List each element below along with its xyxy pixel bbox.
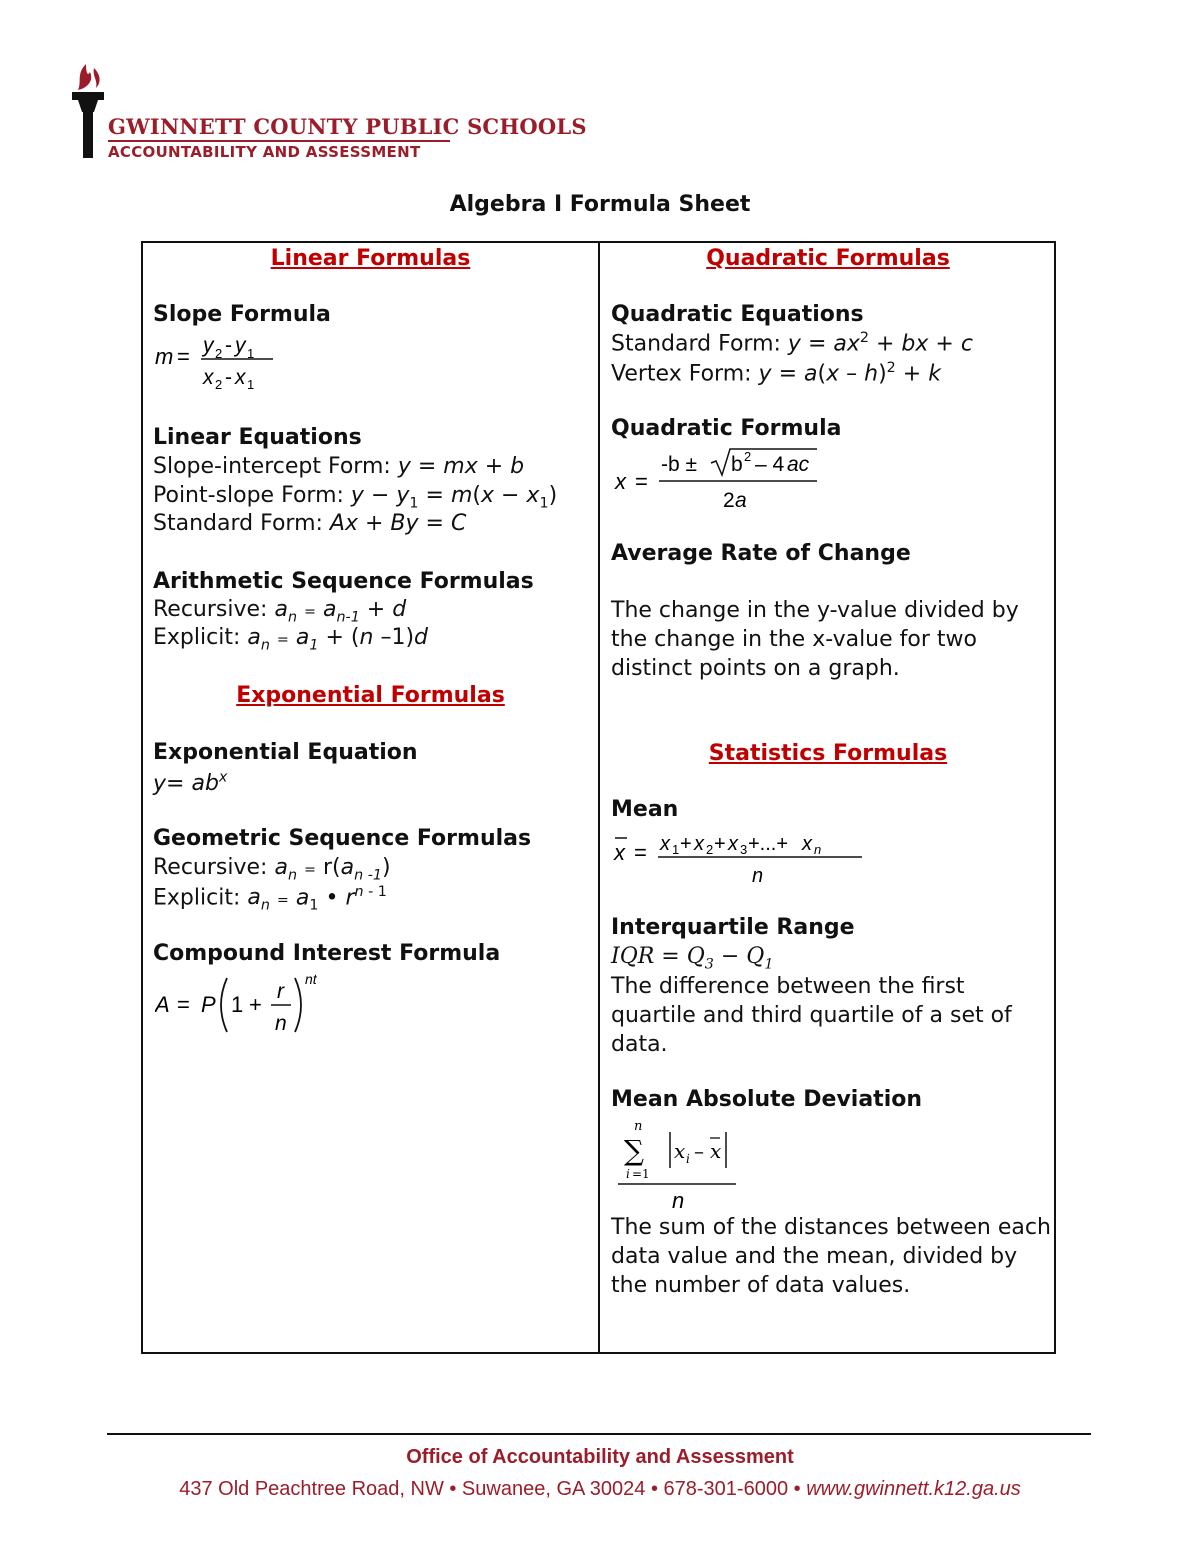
svg-text:x: x xyxy=(615,469,626,494)
quadratic-formula-title: Quadratic Formula xyxy=(611,416,842,441)
svg-text:=: = xyxy=(635,469,648,494)
svg-text:a: a xyxy=(735,489,747,512)
arithmetic-recursive: Recursive: $a_n = a_{n-1} + d$ xyxy=(153,597,407,626)
recursive-label: Recursive: xyxy=(153,597,268,622)
rate-of-change-desc: The change in the y-value divided by the change in the x-value for two distinct points on a graph. xyxy=(611,598,1019,681)
linear-equations-title: Linear Equations xyxy=(153,425,362,450)
footer-address-line xyxy=(0,1478,1200,1501)
quadratic-standard-label: Standard Form: xyxy=(611,331,781,357)
linear-heading: Linear Formulas xyxy=(270,246,471,271)
svg-text:+: + xyxy=(680,833,692,855)
quadratic-standard-line: Standard Form: $y = ax^2$ + bx + c xyxy=(611,330,973,357)
org-department: ACCOUNTABILITY AND ASSESSMENT xyxy=(108,143,421,161)
svg-text:x: x xyxy=(614,840,625,865)
quadratic-heading: Quadratic Formulas xyxy=(706,246,950,271)
svg-text:b: b xyxy=(731,453,743,476)
column-divider xyxy=(598,241,600,1354)
svg-text:n: n xyxy=(814,842,822,857)
slope-formula xyxy=(155,332,295,400)
svg-text:x: x xyxy=(694,833,704,855)
compound-interest-title: Compound Interest Formula xyxy=(153,941,501,966)
svg-text:2: 2 xyxy=(706,842,714,857)
svg-text:x: x xyxy=(728,833,738,855)
svg-text:=: = xyxy=(177,992,190,1017)
svg-text:n: n xyxy=(634,1119,643,1134)
svg-text:A: A xyxy=(155,992,170,1017)
mad-title: Mean Absolute Deviation xyxy=(611,1087,923,1112)
page-title: Algebra I Formula Sheet xyxy=(449,192,751,217)
quadratic-formula xyxy=(613,445,833,523)
svg-text:r: r xyxy=(277,980,284,1003)
rate-of-change-title: Average Rate of Change xyxy=(611,541,911,566)
svg-text:=: = xyxy=(177,344,190,369)
geometric-explicit: Explicit: $a_n = a_1$ • $r^{n - 1}$ xyxy=(153,884,387,914)
iqr-title: Interquartile Range xyxy=(611,915,855,940)
svg-text:nt: nt xyxy=(305,971,317,987)
svg-text:ac: ac xyxy=(787,453,810,476)
svg-text:2: 2 xyxy=(723,489,735,512)
svg-text:∑: ∑ xyxy=(624,1134,644,1167)
standard-form-line: Standard Form: Ax + By = C xyxy=(153,511,467,536)
svg-text:2: 2 xyxy=(744,449,752,464)
compound-interest-formula xyxy=(155,968,335,1046)
footer-office: Office of Accountability and Assessment xyxy=(406,1446,794,1468)
svg-text:=1: =1 xyxy=(632,1167,650,1181)
arithmetic-title: Arithmetic Sequence Formulas xyxy=(153,569,534,594)
svg-text:+: + xyxy=(714,833,726,855)
svg-text:1: 1 xyxy=(672,842,680,857)
statistics-heading: Statistics Formulas xyxy=(708,741,948,766)
slope-title: Slope Formula xyxy=(153,302,331,327)
svg-text:m: m xyxy=(155,344,174,369)
svg-text:1: 1 xyxy=(231,992,244,1017)
svg-text:x: x xyxy=(235,366,246,389)
geometric-recursive: Recursive: $a_n = r(a_{n -1})$ xyxy=(153,855,391,884)
quadratic-equations-title: Quadratic Equations xyxy=(611,302,864,327)
svg-text:y: y xyxy=(235,334,246,357)
svg-text:2: 2 xyxy=(215,377,223,392)
exponential-equation-title: Exponential Equation xyxy=(153,740,418,765)
footer-website-link[interactable]: www.gwinnett.k12.ga.us xyxy=(806,1478,1021,1500)
svg-text:-: - xyxy=(225,334,232,357)
svg-text:1: 1 xyxy=(247,346,255,361)
svg-text:1: 1 xyxy=(247,377,255,392)
mean-formula xyxy=(612,826,872,894)
vertex-form-label: Vertex Form: xyxy=(611,361,752,387)
svg-text:n: n xyxy=(672,1188,685,1212)
geo-explicit-label: Explicit: xyxy=(153,885,241,911)
svg-text:y: y xyxy=(203,334,214,357)
point-slope-line: Point-slope Form: $y - y_1 = m(x - x_1)$ xyxy=(153,483,558,512)
geo-recursive-label: Recursive: xyxy=(153,855,268,880)
svg-text:i: i xyxy=(686,1152,690,1166)
slope-intercept-line: Slope-intercept Form: y = mx + b xyxy=(153,454,525,479)
point-slope-label: Point-slope Form: xyxy=(153,483,344,508)
mean-title: Mean xyxy=(611,797,679,822)
svg-text:x: x xyxy=(674,1139,686,1163)
svg-text:i: i xyxy=(626,1167,630,1181)
vertex-form-line: Vertex Form: y = a(x – h)$^2$ + k xyxy=(611,360,941,387)
svg-text:x: x xyxy=(710,1139,722,1163)
iqr-formula: IQR = $Q_3 - Q_1$ xyxy=(611,944,774,973)
iqr-desc: The difference between the first quartile and third quartile of a set of data. xyxy=(611,974,1012,1057)
svg-text:2: 2 xyxy=(215,346,223,361)
svg-text:-b ±: -b ± xyxy=(661,453,698,476)
logo-divider xyxy=(108,140,450,142)
svg-text:3: 3 xyxy=(740,842,748,857)
footer-address: 437 Old Peachtree Road, NW • Suwanee, GA 30024 • 678-301-6000 • xyxy=(179,1478,801,1500)
svg-text:+: + xyxy=(249,992,262,1017)
svg-text:– 4: – 4 xyxy=(755,453,785,476)
svg-text:–: – xyxy=(694,1139,704,1163)
svg-text:-: - xyxy=(225,366,232,389)
explicit-label: Explicit: xyxy=(153,625,241,650)
exponential-heading: Exponential Formulas xyxy=(236,683,505,708)
org-name: GWINNETT COUNTY PUBLIC SCHOOLS xyxy=(108,114,587,139)
geometric-title: Geometric Sequence Formulas xyxy=(153,826,532,851)
svg-text:x: x xyxy=(802,833,812,855)
svg-text:n: n xyxy=(275,1012,287,1035)
mad-desc: The sum of the distances between each data value and the mean, divided by the number of data values. xyxy=(611,1215,1051,1298)
exponential-equation: $y= ab^x$ xyxy=(153,770,228,797)
standard-form-label: Standard Form: xyxy=(153,511,323,536)
svg-text:P: P xyxy=(201,992,216,1017)
svg-text:x: x xyxy=(660,833,670,855)
svg-text:+...+: +...+ xyxy=(748,833,789,855)
svg-text:n: n xyxy=(752,865,764,887)
arithmetic-explicit: Explicit: $a_n = a_1 + (n$ –1)d xyxy=(153,625,428,654)
footer-divider xyxy=(107,1433,1091,1435)
svg-text:=: = xyxy=(634,840,647,865)
svg-text:x: x xyxy=(203,366,214,389)
mad-formula xyxy=(614,1116,744,1218)
slope-intercept-label: Slope-intercept Form: xyxy=(153,454,391,479)
torch-icon xyxy=(68,62,108,162)
